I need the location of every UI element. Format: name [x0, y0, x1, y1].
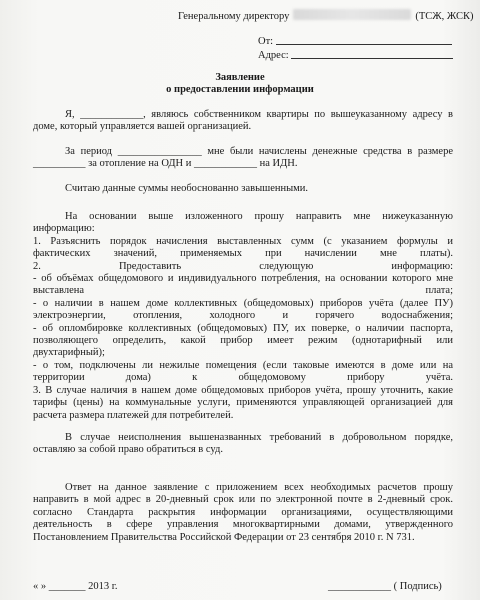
document-title: Заявление — [215, 72, 265, 83]
text-line: направить в мой адрес в 20-дневный срок или по электронной почте в 2-дневный срок. — [33, 494, 453, 506]
paragraph-response — [33, 482, 453, 544]
redacted-name — [293, 9, 411, 20]
from-row — [258, 34, 452, 47]
addressee-line — [178, 9, 474, 22]
text-line: доме, который управляется вашей организацией. — [33, 121, 252, 133]
text-line: позволяющего определить, какой прибор имеет режим (однотарифный или — [33, 335, 453, 347]
text-line: Считаю данные суммы необоснованно завышенными. — [65, 183, 309, 194]
text-line: - о наличии в нашем доме коллективных (общедомовых) приборов учёта (далее ПУ) — [33, 297, 453, 309]
text-line: двухтарифный); — [33, 347, 105, 359]
list-item: 1. Разъяснить порядок начисления выставленных сумм (с указанием формулы и — [33, 235, 453, 247]
text-line: электроэнергии, отопления, холодного и горячего водоснабжения; — [33, 310, 453, 322]
list-item: 2. Предоставить следующую информацию: — [33, 260, 453, 272]
text-line: Постановлением Правительства Российской Федерации от 23 сентября 2010 г. N 731. — [33, 531, 415, 543]
document-subtitle: о предоставлении информации — [166, 84, 314, 95]
paragraph-ownership — [33, 109, 453, 134]
address-row — [258, 48, 453, 61]
text-line: __________ за отопление на ОДН и ____________ на ИДН. — [33, 158, 298, 170]
text-line: Я, ____________, являюсь собственником квартиры по вышеуказанному адресу в — [65, 109, 453, 120]
text-line: В случае неисполнения вышеназванных требований в добровольном порядке, — [65, 432, 453, 443]
from-label: От: — [258, 36, 274, 47]
text-line: территории дома) к общедомовому прибору учёта. — [33, 372, 453, 384]
text-line: расчета размера платежей для потребителей. — [33, 409, 234, 421]
paragraph-claim — [33, 183, 453, 195]
text-line: тарифы (цены) на коммунальные услуги, применяются управляющей организацией для — [33, 397, 453, 409]
text-line: деятельность в сфере управления многоквартирными домами, утвержденного — [33, 519, 453, 531]
text-line: - об объёмах общедомового и индивидуального потребления, на основании которого мне — [33, 273, 453, 285]
date-line: « » _______ 2013 г. — [33, 581, 118, 592]
address-field — [291, 48, 453, 59]
list-item: 3. В случае наличия в нашем доме общедомовых приборов учёта, прошу уточнить, какие — [33, 384, 453, 396]
from-field — [276, 34, 452, 45]
text-line: - об опломбировке коллективных (общедомовых) ПУ, их поверке, о наличии паспорта, — [33, 322, 453, 334]
text-line: фактических значений, применяемых при начислении мне платы). — [33, 248, 453, 260]
text-line: выставлена плата; — [33, 285, 453, 297]
text-line: информацию: — [33, 223, 95, 235]
paragraph-court — [33, 432, 453, 457]
request-list — [33, 211, 453, 422]
org-type-text: (ТСЖ, ЖСК) — [415, 11, 474, 22]
address-label: Адрес: — [258, 50, 289, 61]
addressee-text: Генеральному директору — [178, 11, 290, 22]
text-line: На основании выше изложенного прошу направить мне нижеуказанную — [65, 211, 453, 222]
text-line: - о том, подключены ли нежилые помещения (если таковые имеются в доме или на — [33, 359, 453, 371]
text-line: оставляю за собой право обратиться в суд. — [33, 444, 223, 456]
text-line: Ответ на данное заявление с приложением всех необходимых расчетов прошу — [65, 482, 453, 493]
text-line: За период ________________ мне были начислены денежные средства в размере — [65, 146, 453, 157]
text-line: согласно Стандарта раскрытия информации организациями, осуществляющими — [33, 506, 453, 518]
paragraph-charges — [33, 146, 453, 171]
signature-line: ____________ ( Подпись) — [328, 581, 442, 592]
